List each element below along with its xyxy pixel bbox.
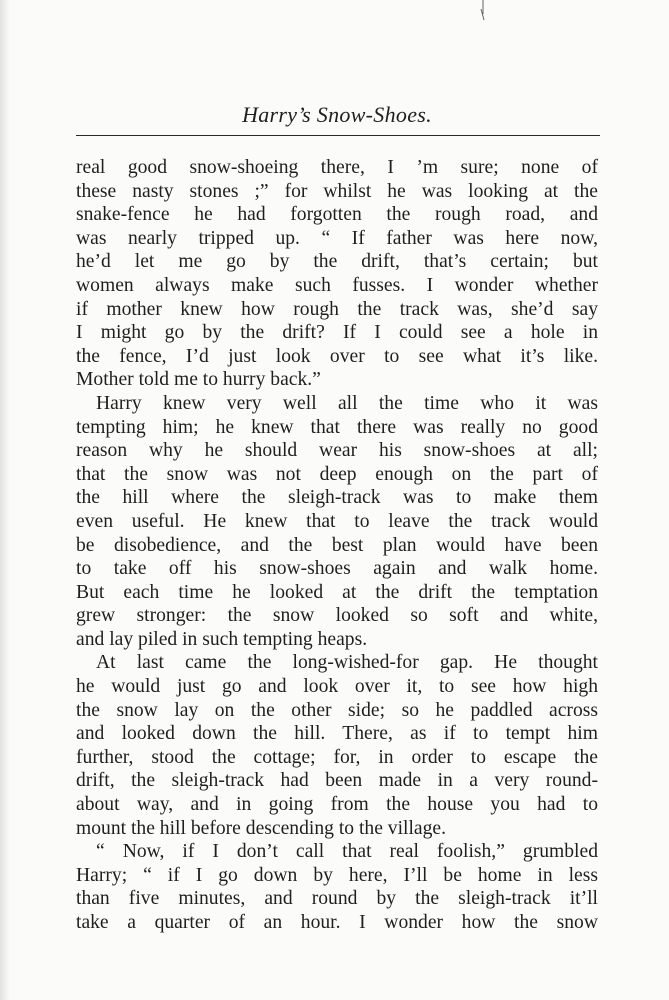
corner-blemish: [479, 0, 487, 22]
text-line: take a quarter of an hour. I wonder how the snow: [76, 912, 598, 933]
text-line: and looked down the hill. There, as if to tempt him: [76, 723, 598, 745]
text-line: the hill where the sleigh-track was to make them: [76, 487, 598, 509]
text-line: snake-fence he had forgotten the rough road, and: [76, 204, 598, 226]
text-line: further, stood the cottage; for, in order to escape the: [76, 746, 598, 768]
text-line: real good snow-shoeing there, I ’m sure; none of: [76, 157, 598, 178]
text-line: grew stronger: the snow looked so soft and white,: [76, 605, 598, 627]
text-line: mount the hill before descending to the village.: [76, 817, 447, 839]
text-line: But each time he looked at the drift the temptation: [76, 581, 598, 603]
running-head-title: Harry’s Snow-Shoes.: [242, 102, 432, 127]
text-line: these nasty stones ;” for whilst he was looking at the: [76, 180, 598, 202]
text-line: “ Now, if I don’t call that real foolish,” grumbled: [96, 841, 598, 863]
text-line: the snow lay on the other side; so he paddled across: [76, 699, 598, 721]
text-line: At last came the long-wished-for gap. He thought: [96, 652, 598, 674]
text-line: he would just go and look over it, to see how high: [76, 676, 598, 698]
text-line: women always make such fusses. I wonder whether: [76, 274, 598, 296]
text-line: he’d let me go by the drift, that’s certain; but: [76, 251, 598, 273]
page-edge-shadow: [0, 0, 10, 1000]
text-line: Harry knew very well all the time who it was: [96, 392, 598, 414]
text-line: tempting him; he knew that there was really no good: [76, 416, 598, 438]
text-line: and lay piled in such tempting heaps.: [76, 628, 368, 650]
text-line: than five minutes, and round by the sleigh-track it’ll: [76, 888, 598, 910]
body-text: [76, 156, 598, 935]
text-line: even useful. He knew that to leave the track would: [76, 510, 598, 532]
text-line: drift, the sleigh-track had been made in a very round-: [76, 770, 598, 792]
text-line: if mother knew how rough the track was, she’d say: [76, 298, 598, 320]
header-rule: [76, 135, 600, 136]
text-line: to take off his snow-shoes again and walk home.: [76, 558, 598, 580]
text-line: about way, and in going from the house you had to: [76, 794, 598, 816]
text-line: the fence, I’d just look over to see what it’s like.: [76, 345, 598, 367]
text-line: I might go by the drift? If I could see a hole in: [76, 322, 598, 344]
text-line: Mother told me to hurry back.”: [76, 369, 321, 391]
text-line: reason why he should wear his snow-shoes at all;: [76, 440, 598, 462]
text-line: that the snow was not deep enough on the part of: [76, 463, 598, 485]
text-line: Harry; “ if I go down by here, I’ll be home in less: [76, 864, 598, 886]
text-line: be disobedience, and the best plan would have been: [76, 534, 598, 556]
text-line: was nearly tripped up. “ If father was here now,: [76, 227, 598, 249]
